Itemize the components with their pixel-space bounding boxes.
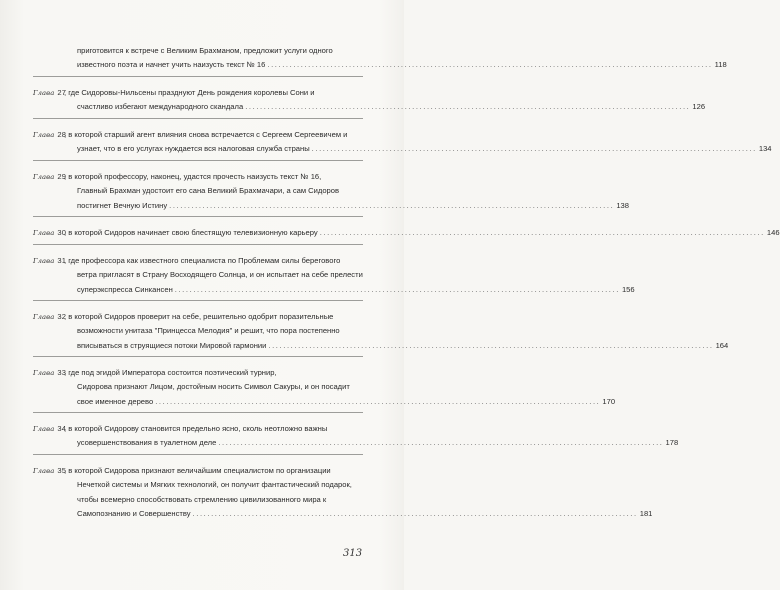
dot-leader: ........................................................................................................................ [192, 508, 638, 518]
chapter-label: Глава 33 [33, 368, 67, 377]
toc-line: , где под эгидой Императора состоится поэтический турнир, [64, 368, 277, 377]
dot-leader: ........................................................................................................................ [311, 144, 757, 154]
toc-line: вписываться в струящиеся потоки Мировой гармонии [77, 340, 267, 350]
toc-page-number: 146 [766, 228, 780, 237]
divider [33, 118, 363, 119]
toc-line: ветра приглаcят в Страну Восходящего Солнца, и он испытает на себе прелести [77, 270, 363, 280]
divider [33, 160, 363, 161]
toc-last-line [77, 283, 635, 297]
divider [33, 300, 363, 301]
toc-line: , в которой Сидоров проверит на себе, решительно одобрит поразительные [64, 312, 334, 321]
toc-page-number: 126 [692, 102, 706, 112]
toc-line: возможности унитаза "Принцесса Мелодия" и решит, что пора постепенно [77, 326, 340, 336]
toc-line: , в которой старший агент влияния снова встречается с Сергеем Сергеевичем и [64, 130, 348, 139]
chapter-label: Глава 30 [33, 228, 67, 237]
toc-last-line [77, 142, 772, 156]
toc-line: чтобы всемерно способствовать стремлению цивилизованного мира к [77, 494, 327, 504]
toc-line: , где Сидоровы-Нильсены празднуют День рождения королевы Сони и [64, 88, 315, 97]
toc-page-number: 178 [665, 438, 679, 448]
toc-page-number: 118 [714, 60, 727, 70]
toc-entry-text [77, 44, 727, 73]
toc-entry-text [64, 310, 729, 353]
toc-entry-text [64, 86, 706, 115]
dot-leader: ........................................................................................................................ [319, 228, 765, 237]
toc-line: , в которой Сидорова признают величайшим специалистом по организации [64, 466, 331, 475]
toc-page-number: 164 [715, 340, 729, 350]
dot-leader: ........................................................................................................................ [268, 340, 714, 350]
chapter-label: Глава 35 [33, 466, 67, 475]
toc-entry-text [64, 366, 616, 409]
toc-line: постигнет Вечную Истину [77, 200, 168, 210]
divider [33, 244, 363, 245]
dot-leader: ........................................................................................................................ [218, 438, 664, 448]
toc-page-number: 181 [639, 508, 653, 518]
divider [33, 216, 363, 217]
toc-line: , в которой профессору, наконец, удастся прочесть наизусть текст № 16, [64, 172, 322, 181]
toc-last-line [77, 507, 653, 521]
dot-leader: ........................................................................................................................ [174, 284, 620, 294]
toc-last-line [77, 395, 616, 409]
chapter-label: Глава 34 [33, 424, 67, 433]
toc-page-number: 156 [621, 284, 635, 294]
divider [33, 412, 363, 413]
toc-line: Самопознанию и Совершенству [77, 508, 191, 518]
toc-entry-text [64, 170, 629, 213]
toc-line: известного поэта и начнет учить наизусть текст № 16 [77, 60, 266, 70]
toc-entry-text [64, 128, 772, 157]
page-number: 313 [343, 548, 363, 559]
dot-leader: ........................................................................................................................ [155, 396, 601, 406]
toc-line: узнает, что в его услугах нуждается вся налоговая служба страны [77, 144, 310, 154]
toc-page-number: 138 [616, 200, 629, 210]
chapter-label: Глава 32 [33, 312, 67, 321]
toc-line: , в которой Сидоров начинает свою блестящую телевизионную карьеру [64, 228, 318, 237]
dot-leader: ........................................................................................................................ [169, 200, 615, 210]
toc-line: счастливо избегают международного скандала [77, 102, 244, 112]
toc-line: свое именное дерево [77, 396, 154, 406]
toc-last-line [64, 226, 780, 240]
toc-line: , где профессора как известного специалиста по Проблемам силы берегового [64, 256, 341, 265]
toc-line: Нечеткой системы и Мягких технологий, он получит фантастический подарок, [77, 480, 352, 490]
chapter-label: Глава 31 [33, 256, 67, 265]
chapter-label: Глава 27 [33, 88, 67, 97]
toc-line: усовершенствования в туалетном деле [77, 438, 217, 448]
toc-page-number: 134 [758, 144, 772, 154]
toc-page-number: 170 [602, 396, 616, 406]
toc-entry-text [64, 226, 780, 240]
toc-line: приготовится к встрече с Великим Брахманом, предложит услуги одного [77, 46, 333, 55]
dot-leader: ........................................................................................................................ [245, 102, 691, 112]
divider [33, 76, 363, 77]
toc-line: Главный Брахман удостоит его сана Великий Брахмачари, а сам Сидоров [77, 186, 340, 196]
toc-line: суперэкспресса Синкансен [77, 284, 173, 294]
toc-line: , в которой Сидорову становится предельно ясно, сколь неотложно важны [64, 424, 328, 433]
chapter-label: Глава 28 [33, 130, 67, 139]
toc-last-line [77, 339, 729, 353]
toc-last-line [77, 58, 727, 72]
toc-entry-text [64, 464, 653, 521]
dot-leader: ........................................................................................................................ [267, 60, 713, 70]
toc-line: Сидорова признают Лицом, достойным носить Символ Сакуры, и он посадит [77, 382, 350, 392]
toc-entry-text [64, 254, 635, 297]
toc-last-line [77, 436, 679, 450]
toc-last-line [77, 199, 629, 213]
toc-last-line [77, 100, 706, 114]
divider [33, 454, 363, 455]
chapter-label: Глава 29 [33, 172, 67, 181]
toc-entry-text [64, 422, 679, 451]
divider [33, 356, 363, 357]
